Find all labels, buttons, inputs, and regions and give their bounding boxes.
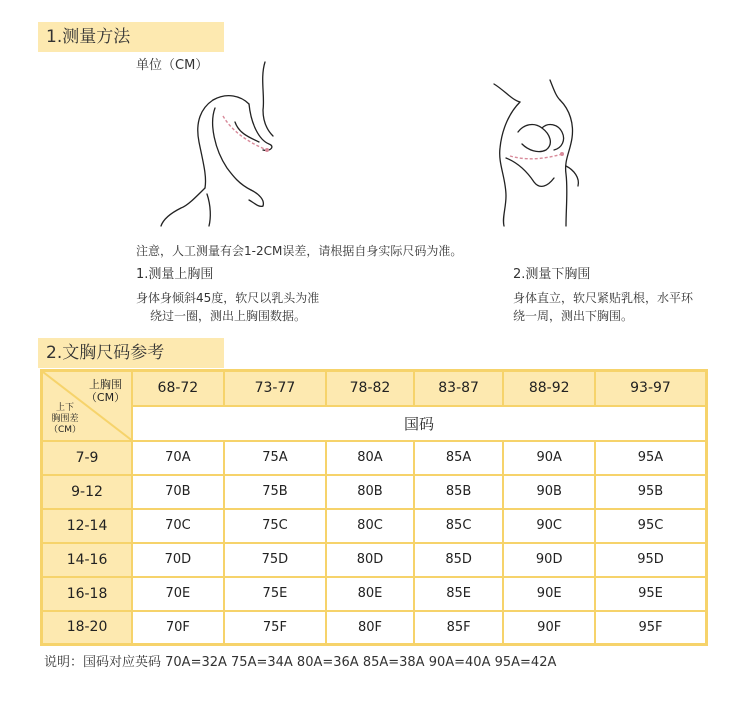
size-cell: 80A xyxy=(326,441,414,475)
national-size-label: 国码 xyxy=(132,406,706,441)
table-corner-cell xyxy=(42,371,133,441)
size-cell: 90B xyxy=(503,475,595,509)
size-cell: 80E xyxy=(326,577,414,611)
size-cell: 75C xyxy=(224,509,327,543)
column-header: 78-82 xyxy=(326,371,414,406)
upper-bust-title: 1.测量上胸围 xyxy=(136,267,214,282)
row-header: 14-16 xyxy=(42,543,133,577)
under-bust-title: 2.测量下胸围 xyxy=(513,267,591,282)
size-cell: 85F xyxy=(414,611,504,645)
table-row xyxy=(42,475,707,509)
upper-bust-desc-line2: 绕过一圈，测出上胸围数据。 xyxy=(150,309,307,323)
measurement-note: 注意，人工测量有会1-2CM误差，请根据自身实际尺码为准。 xyxy=(136,244,463,258)
unit-label: 单位（CM） xyxy=(136,58,209,73)
corner-diff-text1: 上下 xyxy=(56,402,75,413)
size-cell: 70F xyxy=(132,611,224,645)
corner-diff-text2: 胸围差 xyxy=(51,413,79,424)
size-cell: 85A xyxy=(414,441,504,475)
size-cell: 85C xyxy=(414,509,504,543)
size-cell: 75A xyxy=(224,441,327,475)
table-row xyxy=(42,543,707,577)
row-header: 7-9 xyxy=(42,441,133,475)
size-cell: 75E xyxy=(224,577,327,611)
section-title-size-reference: 2.文胸尺码参考 xyxy=(38,338,224,368)
section-title-measure-method: 1.测量方法 xyxy=(38,22,224,52)
size-cell: 95A xyxy=(595,441,707,475)
corner-diff-unit: （CM） xyxy=(49,424,82,435)
upper-bust-desc-line1: 身体身倾斜45度，软尺以乳头为准 xyxy=(136,291,320,305)
size-cell: 85D xyxy=(414,543,504,577)
size-cell: 80F xyxy=(326,611,414,645)
row-header: 9-12 xyxy=(42,475,133,509)
table-row xyxy=(42,577,707,611)
size-cell: 70A xyxy=(132,441,224,475)
column-header: 68-72 xyxy=(132,371,224,406)
size-cell: 75F xyxy=(224,611,327,645)
size-cell: 75B xyxy=(224,475,327,509)
bra-size-table xyxy=(40,369,708,646)
corner-upper-bust-text: 上胸围 xyxy=(88,378,122,391)
size-cell: 80D xyxy=(326,543,414,577)
corner-upper-bust-unit: （CM） xyxy=(85,391,126,404)
column-header: 83-87 xyxy=(414,371,504,406)
size-conversion-footnote: 说明：国码对应英码 70A=32A 75A=34A 80A=36A 85A=38A 90A=40A 95A=42A xyxy=(44,655,557,670)
size-cell: 95D xyxy=(595,543,707,577)
row-header: 12-14 xyxy=(42,509,133,543)
woman-leaning-measure-illustration xyxy=(155,58,285,228)
national-size-row xyxy=(42,406,707,441)
size-cell: 90E xyxy=(503,577,595,611)
table-header-row xyxy=(42,371,707,406)
size-cell: 85E xyxy=(414,577,504,611)
table-row xyxy=(42,611,707,645)
size-cell: 90C xyxy=(503,509,595,543)
corner-difference-label xyxy=(49,403,81,436)
size-cell: 85B xyxy=(414,475,504,509)
under-bust-desc-line1: 身体直立，软尺紧贴乳根，水平环 xyxy=(513,291,694,305)
column-header: 93-97 xyxy=(595,371,707,406)
row-header: 18-20 xyxy=(42,611,133,645)
woman-standing-measure-illustration xyxy=(462,78,592,228)
size-cell: 75D xyxy=(224,543,327,577)
size-cell: 90D xyxy=(503,543,595,577)
size-cell: 90F xyxy=(503,611,595,645)
under-bust-desc-line2: 绕一周，测出下胸围。 xyxy=(513,309,634,323)
table-row xyxy=(42,441,707,475)
size-cell: 80B xyxy=(326,475,414,509)
size-cell: 95B xyxy=(595,475,707,509)
row-header: 16-18 xyxy=(42,577,133,611)
size-cell: 95E xyxy=(595,577,707,611)
table-row xyxy=(42,509,707,543)
size-cell: 70B xyxy=(132,475,224,509)
size-cell: 80C xyxy=(326,509,414,543)
column-header: 88-92 xyxy=(503,371,595,406)
corner-upper-bust-label xyxy=(86,378,125,404)
size-cell: 70D xyxy=(132,543,224,577)
size-cell: 95C xyxy=(595,509,707,543)
size-cell: 95F xyxy=(595,611,707,645)
size-cell: 70C xyxy=(132,509,224,543)
size-cell: 70E xyxy=(132,577,224,611)
size-cell: 90A xyxy=(503,441,595,475)
column-header: 73-77 xyxy=(224,371,327,406)
